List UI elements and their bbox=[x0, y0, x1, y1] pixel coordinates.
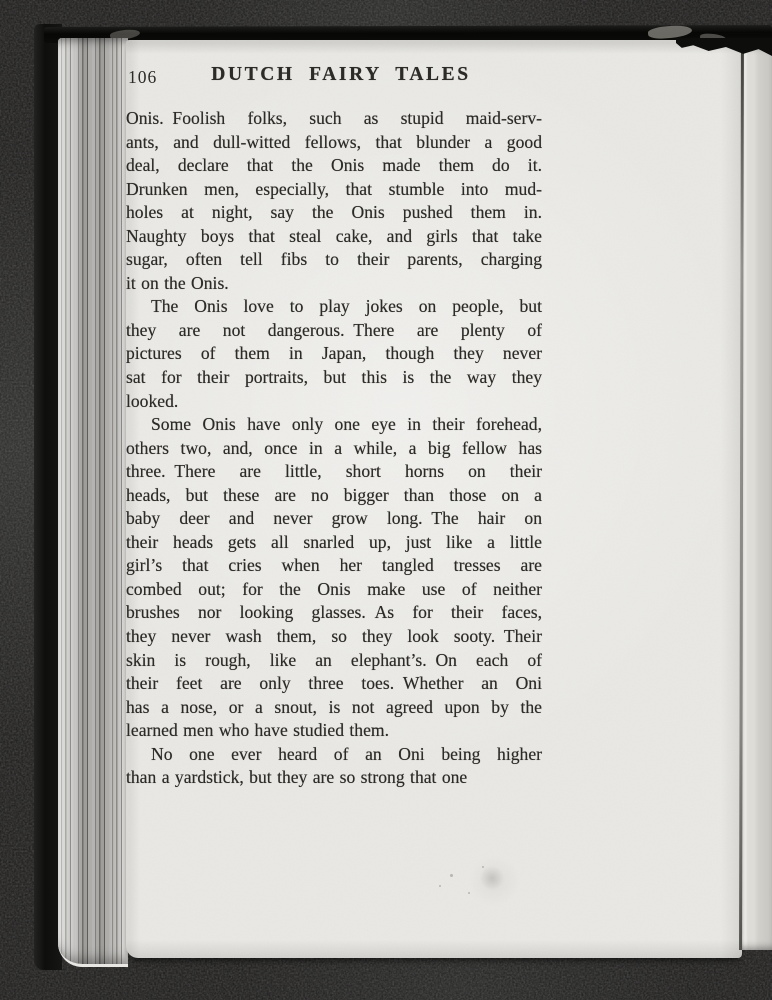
text-line: Some Onis have only one eye in their forehead, bbox=[151, 414, 542, 435]
text-line: The Onis love to play jokes on people, but bbox=[151, 296, 542, 317]
paper-speck bbox=[468, 892, 470, 894]
text-line: three. There are little, short horns on their bbox=[126, 461, 542, 482]
page-edges bbox=[58, 38, 128, 967]
text-line: learned men who have studied them. bbox=[126, 720, 389, 741]
text-line: their feet are only three toes. Whether an Oni bbox=[126, 673, 542, 694]
text-line: sugar, often tell fibs to their parents, charging bbox=[126, 249, 542, 270]
text-line: than a yardstick, but they are so strong that one bbox=[126, 767, 468, 788]
gutter-page-curve bbox=[742, 44, 772, 950]
text-line: sat for their portraits, but this is the way they bbox=[126, 367, 542, 388]
text-line: it on the Onis. bbox=[126, 272, 229, 293]
text-line: they are not dangerous. There are plenty of bbox=[126, 319, 542, 340]
paper-speck bbox=[439, 885, 441, 887]
text-line: combed out; for the Onis make use of neither bbox=[126, 578, 542, 599]
paper-speck bbox=[450, 874, 453, 877]
text-line: looked. bbox=[126, 390, 179, 411]
text-line: skin is rough, like an elephant’s. On each of bbox=[126, 649, 542, 670]
text-line: Drunken men, especially, that stumble into mud- bbox=[126, 178, 542, 199]
text-line: others two, and, once in a while, a big fellow has bbox=[126, 437, 542, 458]
text-line: Naughty boys that steal cake, and girls that take bbox=[126, 225, 542, 246]
page-text bbox=[126, 107, 542, 790]
text-line: No one ever heard of an Oni being higher bbox=[151, 743, 542, 764]
text-line: pictures of them in Japan, though they never bbox=[126, 343, 542, 364]
text-line: deal, declare that the Onis made them do it. bbox=[126, 155, 542, 176]
text-line: holes at night, say the Onis pushed them in. bbox=[126, 202, 542, 223]
page-number: 106 bbox=[128, 67, 158, 87]
printed-content bbox=[126, 64, 542, 790]
text-line: Onis. Foolish folks, such as stupid maid-serv- bbox=[126, 108, 542, 128]
text-line: they never wash them, so they look sooty. Their bbox=[126, 626, 542, 647]
text-line: ants, and dull-witted fellows, that blunder a good bbox=[126, 131, 542, 152]
text-line: brushes nor looking glasses. As for their faces, bbox=[126, 602, 542, 623]
paper-speck bbox=[482, 866, 484, 868]
text-line: baby deer and never grow long. The hair on bbox=[126, 508, 542, 529]
page-header bbox=[126, 64, 542, 90]
text-line: has a nose, or a snout, is not agreed upon by the bbox=[126, 696, 542, 717]
text-line: girl’s that cries when her tangled tresses are bbox=[126, 555, 542, 576]
text-line: heads, but these are no bigger than those on a bbox=[126, 484, 542, 505]
running-header: DUTCH FAIRY TALES bbox=[211, 64, 471, 85]
text-line: their heads gets all snarled up, just like a little bbox=[126, 531, 542, 552]
